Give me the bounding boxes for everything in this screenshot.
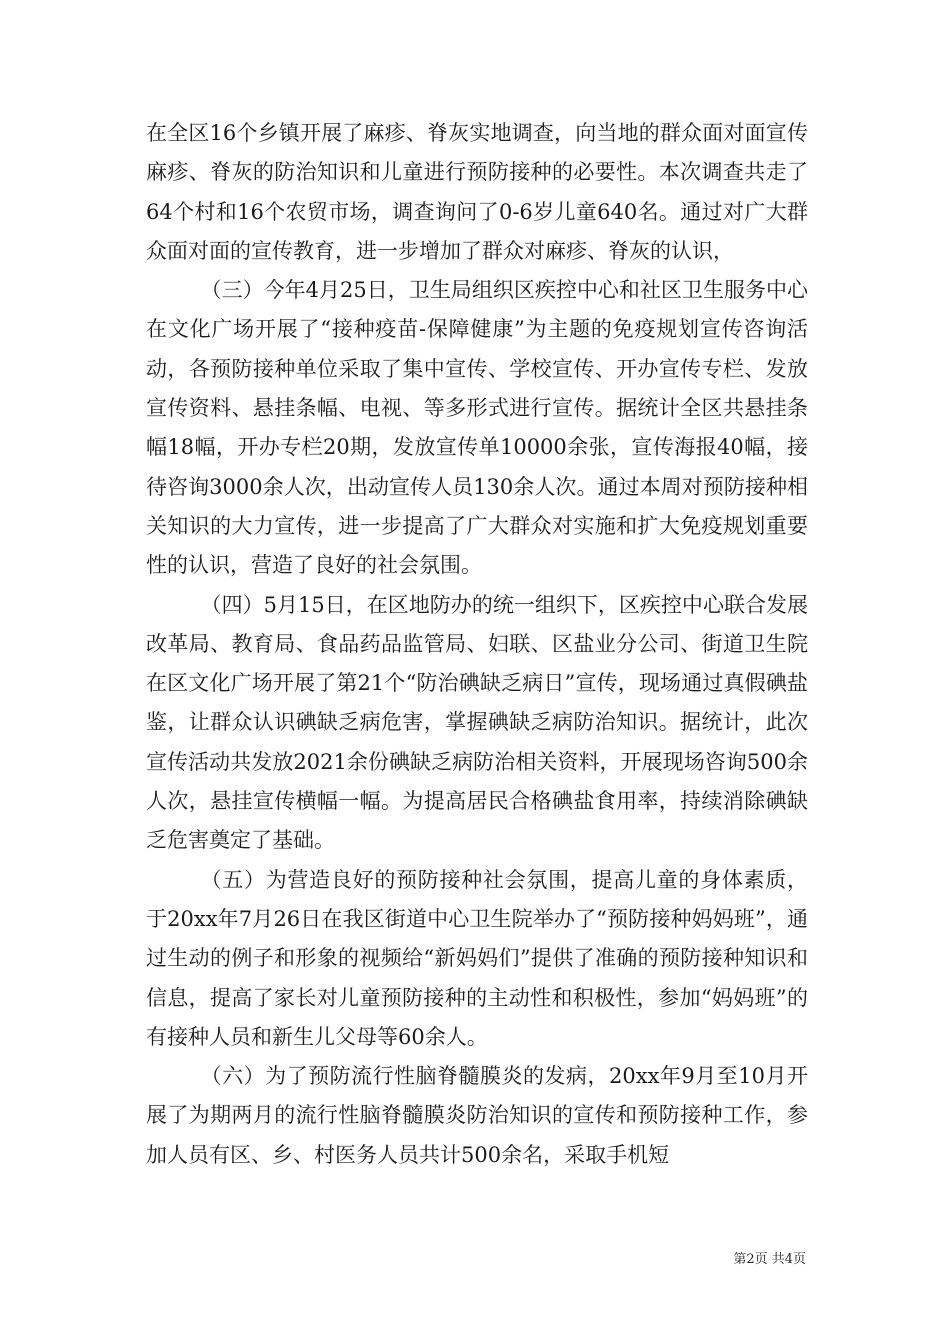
paragraph-section-6: （六）为了预防流行性脑脊髓膜炎的发病，20xx年9月至10月开展了为期两月的流行性脑脊髓膜炎防治知识的宣传和预防接种工作，参加人员有区、乡、村医务人员共计500余名，采取手机短 — [146, 1064, 808, 1167]
page-number: 第2页 共4页 — [733, 1252, 806, 1267]
paragraph-section-5: （五）为营造良好的预防接种社会氛围，提高儿童的身体素质，于20xx年7月26日在我区街道中心卫生院举办了“预防接种妈妈班”，通过生动的例子和形象的视频给“新妈妈们”提供了准确的预防接种知识和信息，提高了家长对儿童预防接种的主动性和积极性，参加“妈妈班”的有接种人员和新生儿父母等60余人。 — [146, 867, 808, 1049]
document-body — [146, 114, 808, 1175]
paragraph-section-4: （四）5月15日，在区地防办的统一组织下，区疾控中心联合发展改革局、教育局、食品药品监管局、妇联、区盐业分公司、街道卫生院在区文化广场开展了第21个“防治碘缺乏病日”宣传，现场通过真假碘盐鉴，让群众认识碘缺乏病危害，掌握碘缺乏病防治知识。据统计，此次宣传活动共发放2021余份碘缺乏病防治相关资料，开展现场咨询500余人次，悬挂宣传横幅一幅。为提高居民合格碘盐食用率，持续消除碘缺乏危害奠定了基础。 — [146, 592, 808, 853]
paragraph-survey: 在全区16个乡镇开展了麻疹、脊灰实地调查，向当地的群众面对面宣传麻疹、脊灰的防治知识和儿童进行预防接种的必要性。本次调查共走了64个村和16个农贸市场，调查询问了0-6岁儿童640名。通过对广大群众面对面的宣传教育，进一步增加了群众对麻疹、脊灰的认识， — [146, 121, 808, 263]
paragraph-section-3: （三）今年4月25日，卫生局组织区疾控中心和社区卫生服务中心在文化广场开展了“接种疫苗-保障健康”为主题的免疫规划宣传咨询活动，各预防接种单位采取了集中宣传、学校宣传、开办宣传专栏、发放宣传资料、悬挂条幅、电视、等多形式进行宣传。据统计全区共悬挂条幅18幅，开办专栏20期，发放宣传单10000余张，宣传海报40幅，接待咨询3000余人次，出动宣传人员130余人次。通过本周对预防接种相关知识的大力宣传，进一步提高了广大群众对实施和扩大免疫规划重要性的认识，营造了良好的社会氛围。 — [146, 278, 808, 578]
